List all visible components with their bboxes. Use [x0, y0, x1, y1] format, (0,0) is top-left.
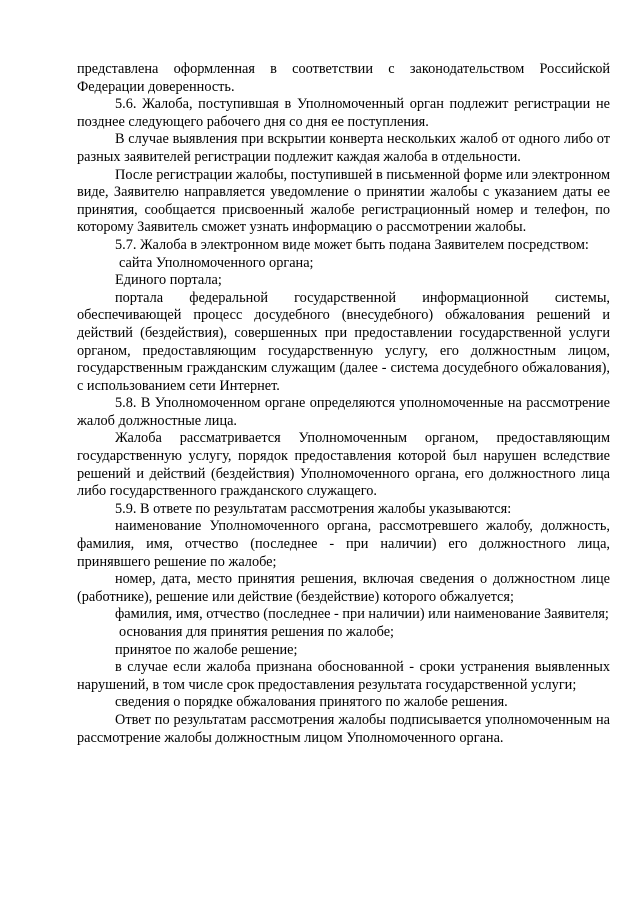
paragraph-power-of-attorney: представлена оформленная в соответствии с законодательством Российской Федерации доверенность.	[77, 61, 610, 95]
paragraph-5-9-response-contents: 5.9. В ответе по результатам рассмотрения жалобы указываются:	[115, 500, 512, 517]
list-item-applicant-name: фамилия, имя, отчество (последнее - при наличии) или наименование Заявителя;	[115, 606, 609, 623]
paragraph-5-6-registration: 5.6. Жалоба, поступившая в Уполномоченный орган подлежит регистрации не позднее следующего рабочего дня со дня ее поступления.	[77, 96, 610, 130]
paragraph-registration-notice: После регистрации жалобы, поступившей в письменной форме или электронном виде, Заявителю направляется уведомление о принятии жалобы с указанием даты ее принятия, сообщается присвоенный жалобе регистрационный номер и телефон, по которому Заявитель сможет узнать информацию о рассмотрении жалобы.	[77, 166, 610, 236]
list-item-remediation-terms: в случае если жалоба признана обоснованной - сроки устранения выявленных нарушений, в том числе срок предоставления результата государственной услуги;	[77, 659, 610, 693]
list-item-decision-grounds: основания для принятия решения по жалобе;	[119, 624, 395, 640]
list-item-appeal-procedure: сведения о порядке обжалования принятого по жалобе решения.	[115, 694, 508, 711]
list-item-federal-system-portal: портала федеральной государственной информационной системы, обеспечивающей процесс досудебного (внесудебного) обжалования решений и действий (бездействия), совершенных при предоставлении государственной услуги органом, предоставляющим государственную услугу, его должностным лицом, государственным гражданским служащим (далее - система досудебного обжалования), с использованием сети Интернет.	[77, 289, 610, 394]
list-item-decision-details: номер, дата, место принятия решения, включая сведения о должностном лице (работнике), решение или действие (бездействие) которого обжалуется;	[77, 571, 610, 605]
list-item-decision-taken: принятое по жалобе решение;	[115, 641, 298, 658]
paragraph-multiple-complaints: В случае выявления при вскрытии конверта нескольких жалоб от одного либо от разных заявителей регистрации подлежит каждая жалоба в отдельности.	[77, 131, 610, 165]
paragraph-5-8-authorized-officials: 5.8. В Уполномоченном органе определяются уполномоченные на рассмотрение жалоб должностные лица.	[77, 395, 610, 429]
list-item-unified-portal: Единого портала;	[115, 272, 222, 289]
list-item-authority-name: наименование Уполномоченного органа, рассмотревшего жалобу, должность, фамилия, имя, отчество (последнее - при наличии) его должностного лица, принявшего решение по жалобе;	[77, 518, 610, 570]
list-item-authority-site: сайта Уполномоченного органа;	[119, 254, 314, 271]
paragraph-response-signature: Ответ по результатам рассмотрения жалобы подписывается уполномоченным на рассмотрение жалобы должностным лицом Уполномоченного органа.	[77, 711, 610, 746]
paragraph-5-7-electronic-submission: 5.7. Жалоба в электронном виде может быть подана Заявителем посредством:	[115, 236, 589, 253]
document-page	[77, 61, 610, 747]
paragraph-complaint-consideration: Жалоба рассматривается Уполномоченным органом, предоставляющим государственную услугу, порядок предоставления которой был нарушен вследствие решений и действий (бездействия) Уполномоченного органа, его должностного лица либо государственного гражданского служащего.	[77, 430, 610, 500]
